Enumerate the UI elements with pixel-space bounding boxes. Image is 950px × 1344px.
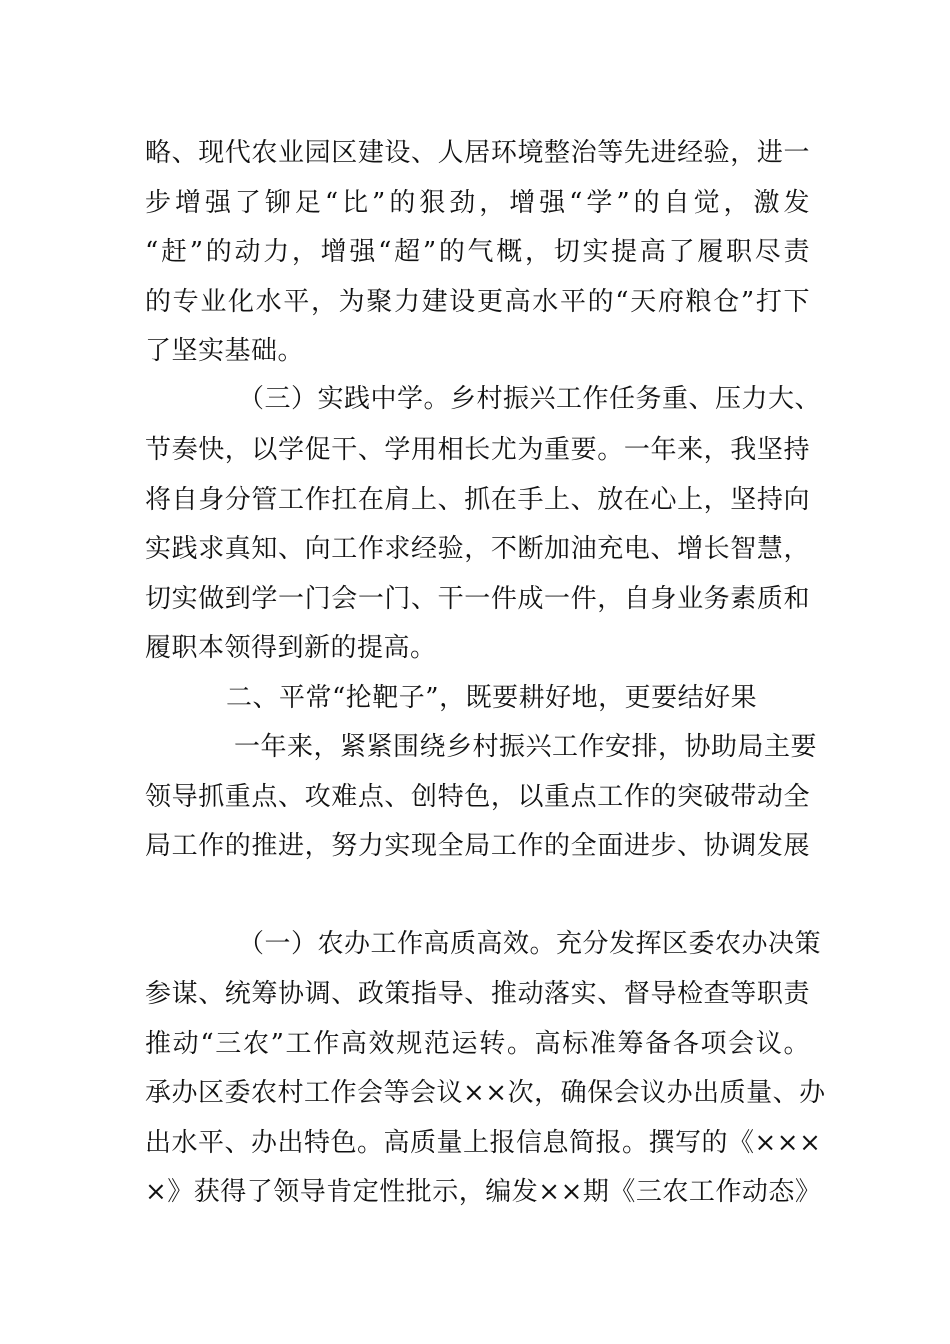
text-line: 局工作的推进，努力实现全局工作的全面进步、协调发展 [145,831,810,861]
text-line: 略、现代农业园区建设、人居环境整治等先进经验，进一 [145,138,810,168]
text-line: 推动“三农”工作高效规范运转。高标准筹备各项会议。 [145,1029,810,1059]
text-line: 履职本领得到新的提高。 [145,633,437,663]
text-line: 将自身分管工作扛在肩上、抓在手上、放在心上，坚持向 [145,485,810,515]
text-line: 切实做到学一门会一门、干一件成一件，自身业务素质和 [145,584,810,614]
section-heading-3: （三）实践中学。乡村振兴工作任务重、压力大、 [238,384,822,414]
text-line: 的专业化水平，为聚力建设更高水平的“天府粮仓”打下 [145,287,810,317]
text-line: 参谋、统筹协调、政策指导、推动落实、督导检查等职责 [145,979,810,1009]
text-line: 了坚实基础。 [145,336,305,366]
text-line: 出水平、办出特色。高质量上报信息简报。撰写的《××× [145,1128,822,1158]
section-heading-2: 二、平常“抡靶子”，既要耕好地，更要结好果 [226,683,758,713]
section-heading-1: （一）农办工作高质高效。充分发挥区委农办决策 [238,929,822,959]
text-line: 领导抓重点、攻难点、创特色，以重点工作的突破带动全 [145,782,810,812]
text-line: ×》获得了领导肯定性批示，编发××期《三农工作动态》 [145,1177,822,1207]
text-line: 承办区委农村工作会等会议××次，确保会议办出质量、办 [145,1078,826,1108]
text-line: 实践求真知、向工作求经验，不断加油充电、增长智慧， [145,534,810,564]
text-line: 一年来，紧紧围绕乡村振兴工作安排，协助局主要 [234,732,818,762]
text-line: “赶”的动力，增强“超”的气概，切实提高了履职尽责 [145,237,810,267]
text-line: 节奏快，以学促干、学用相长尤为重要。一年来，我坚持 [145,435,810,465]
text-line: 步增强了铆足“比”的狠劲，增强“学”的自觉，激发 [145,188,810,218]
